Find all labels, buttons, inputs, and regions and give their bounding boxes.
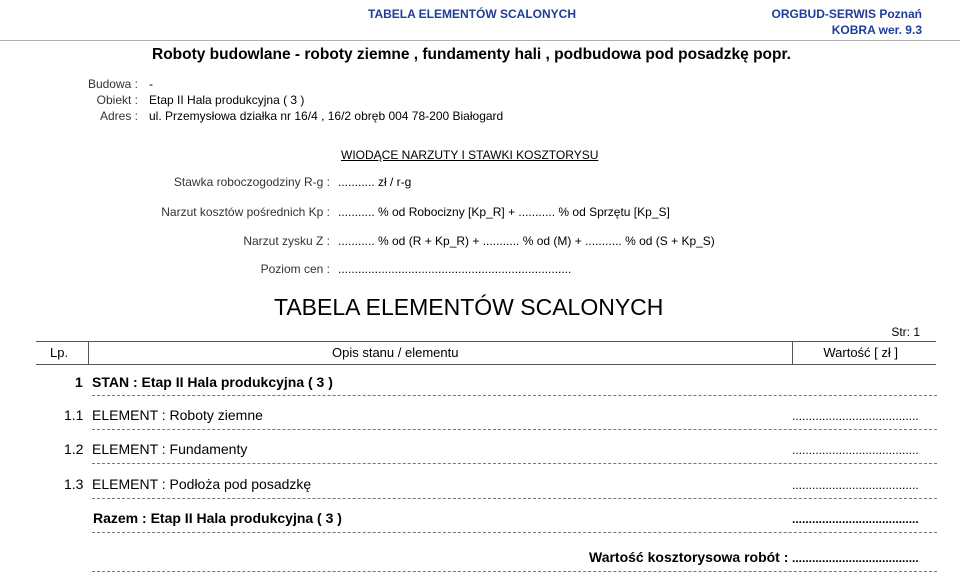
stan-label: STAN : Etap II Hala produkcyjna ( 3 ): [92, 374, 333, 390]
info-value-adres: ul. Przemysłowa działka nr 16/4 , 16/2 obręb 004 78-200 Białogard: [149, 109, 504, 123]
page-number: Str: 1: [891, 325, 920, 339]
rate-value-poziom-cen: ......................................................................: [338, 262, 572, 276]
table-header: [36, 341, 936, 365]
rate-label-poziom-cen: Poziom cen :: [260, 262, 330, 276]
header-company: ORGBUD-SERWIS Poznań: [771, 7, 922, 21]
column-header-description: Opis stanu / elementu: [332, 345, 459, 360]
element-number: 1.2: [64, 441, 84, 457]
column-header-value: Wartość [ zł ]: [823, 345, 898, 360]
info-value-budowa: -: [149, 77, 153, 91]
header-version: KOBRA wer. 9.3: [831, 23, 922, 37]
element-label: ELEMENT : Roboty ziemne: [92, 407, 263, 423]
header-divider: [0, 40, 960, 41]
rate-value-rg: ........... zł / r-g: [338, 175, 412, 189]
row-separator: [92, 429, 937, 430]
column-divider: [792, 342, 793, 364]
header-center-title: TABELA ELEMENTÓW SCALONYCH: [368, 7, 576, 21]
grand-total-value: ......................................: [792, 551, 919, 565]
row-separator: [92, 571, 937, 572]
info-value-obiekt: Etap II Hala produkcyjna ( 3 ): [149, 93, 305, 107]
element-value: ......................................: [792, 443, 919, 457]
info-label-obiekt: Obiekt :: [96, 93, 138, 107]
element-label: ELEMENT : Fundamenty: [92, 441, 248, 457]
element-value: ......................................: [792, 409, 919, 423]
element-value: ......................................: [792, 478, 919, 492]
rate-label-rg: Stawka roboczogodziny R-g :: [173, 175, 330, 189]
total-label: Razem : Etap II Hala produkcyjna ( 3 ): [93, 510, 342, 526]
column-divider: [88, 342, 89, 364]
column-header-lp: Lp.: [50, 345, 69, 360]
rate-label-kp: Narzut kosztów pośrednich Kp :: [161, 205, 330, 219]
document-title: Roboty budowlane - roboty ziemne , fundamenty hali , podbudowa pod posadzkę popr.: [152, 46, 791, 63]
row-separator: [92, 463, 937, 464]
rate-value-z: ........... % od (R + Kp_R) + ........... % od (M) + ........... % od (S + Kp_S): [338, 234, 715, 248]
row-separator: [92, 395, 937, 396]
table-title: TABELA ELEMENTÓW SCALONYCH: [274, 294, 664, 320]
rate-value-kp: ........... % od Robocizny [Kp_R] + ........... % od Sprzętu [Kp_S]: [338, 205, 670, 219]
element-number: 1.3: [64, 476, 84, 492]
info-label-adres: Adres :: [99, 109, 138, 123]
info-label-budowa: Budowa :: [87, 77, 138, 91]
stan-number: 1: [75, 374, 83, 390]
rates-heading: WIODĄCE NARZUTY I STAWKI KOSZTORYSU: [341, 148, 599, 162]
total-value: ......................................: [792, 512, 919, 526]
rate-label-z: Narzut zysku Z :: [243, 234, 330, 248]
element-label: ELEMENT : Podłoża pod posadzkę: [92, 476, 312, 492]
row-separator: [92, 498, 937, 499]
row-separator: [92, 532, 937, 533]
element-number: 1.1: [64, 407, 84, 423]
grand-total-label: Wartość kosztorysowa robót :: [589, 549, 789, 565]
